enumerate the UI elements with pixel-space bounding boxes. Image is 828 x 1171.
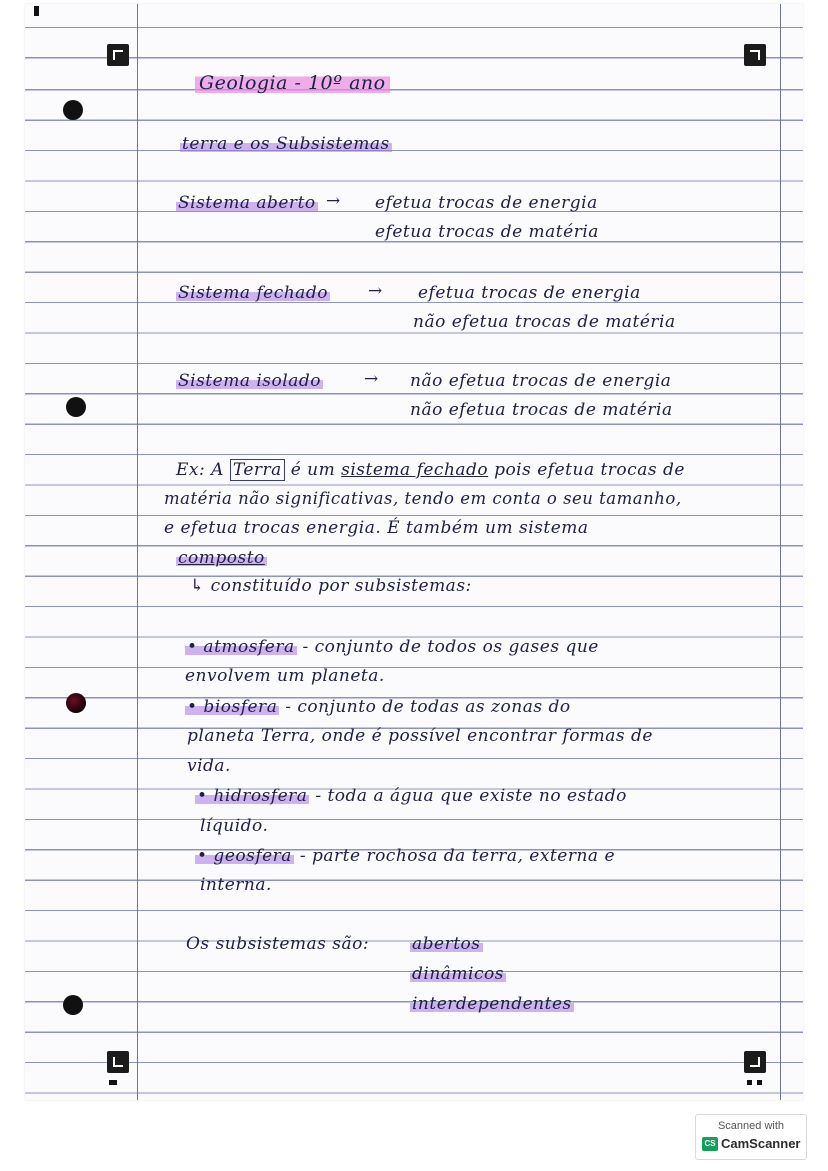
geosphere-line-1: • geosfera - parte rochosa da terra, externa e [197, 846, 616, 866]
left-margin-line [137, 4, 138, 1100]
camscanner-badge [695, 1114, 807, 1160]
corner-marker-icon [107, 1051, 129, 1073]
open-system-energy: efetua trocas de energia [375, 193, 598, 213]
right-margin-line [780, 4, 781, 1100]
isolated-system-matter: não efetua trocas de matéria [410, 400, 673, 420]
binder-hole [63, 100, 83, 120]
example-line-2: matéria não significativas, tendo em conta o seu tamanho, [164, 489, 682, 508]
closed-system-energy: efetua trocas de energia [418, 283, 641, 303]
example-line-1: Ex: A Terra é um sistema fechado pois efetua trocas de [176, 460, 685, 480]
conclusion-item: abertos [412, 934, 481, 954]
example-line-3: e efetua trocas energia. É também um sistema [164, 518, 589, 538]
isolated-system-energy: não efetua trocas de energia [410, 371, 672, 391]
binder-hole [66, 397, 86, 417]
corner-tick [747, 1080, 752, 1085]
corner-marker-icon [744, 44, 766, 66]
conclusion-item: dinâmicos [412, 964, 504, 984]
biosphere-line-1: • biosfera - conjunto de todas as zonas do [187, 697, 571, 717]
conclusion-lead: Os subsistemas são: [186, 934, 370, 954]
corner-tick [34, 6, 39, 16]
isolated-system-label: Sistema isolado [178, 371, 321, 391]
terra-term: Terra [230, 459, 285, 481]
example-line-5: ↳ constituído por subsistemas: [190, 576, 472, 596]
atmosphere-line-1: • atmosfera - conjunto de todos os gases que [187, 637, 599, 657]
arrow-icon: → [364, 369, 379, 389]
camscanner-name: CamScanner [721, 1136, 801, 1151]
corner-marker-icon [744, 1051, 766, 1073]
biosphere-line-2: planeta Terra, onde é possível encontrar formas de [187, 726, 653, 746]
hydrosphere-line-1: • hidrosfera - toda a água que existe no estado [197, 786, 627, 806]
page-title: Geologia - 10º ano [195, 72, 390, 94]
arrow-icon: → [326, 191, 341, 211]
closed-system-term: sistema fechado [341, 460, 489, 480]
arrow-icon: → [368, 281, 383, 301]
scanned-with-label: Scanned with [717, 1120, 785, 1132]
page-subtitle: terra e os Subsistemas [182, 134, 390, 154]
closed-system-label: Sistema fechado [178, 283, 328, 303]
corner-marker-icon [107, 44, 129, 66]
geosphere-line-2: interna. [200, 875, 272, 895]
conclusion-item: interdependentes [412, 994, 572, 1014]
camscanner-logo-icon: CS [702, 1137, 718, 1151]
binder-hole [66, 693, 86, 713]
atmosphere-line-2: envolvem um planeta. [185, 666, 385, 686]
closed-system-matter: não efetua trocas de matéria [413, 312, 676, 332]
biosphere-line-3: vida. [187, 756, 231, 776]
corner-tick [109, 1080, 117, 1085]
corner-tick [757, 1080, 762, 1085]
hydrosphere-line-2: líquido. [200, 816, 269, 836]
open-system-label: Sistema aberto [178, 193, 316, 213]
open-system-matter: efetua trocas de matéria [375, 222, 599, 242]
binder-hole [63, 995, 83, 1015]
example-line-4: composto [178, 548, 265, 568]
